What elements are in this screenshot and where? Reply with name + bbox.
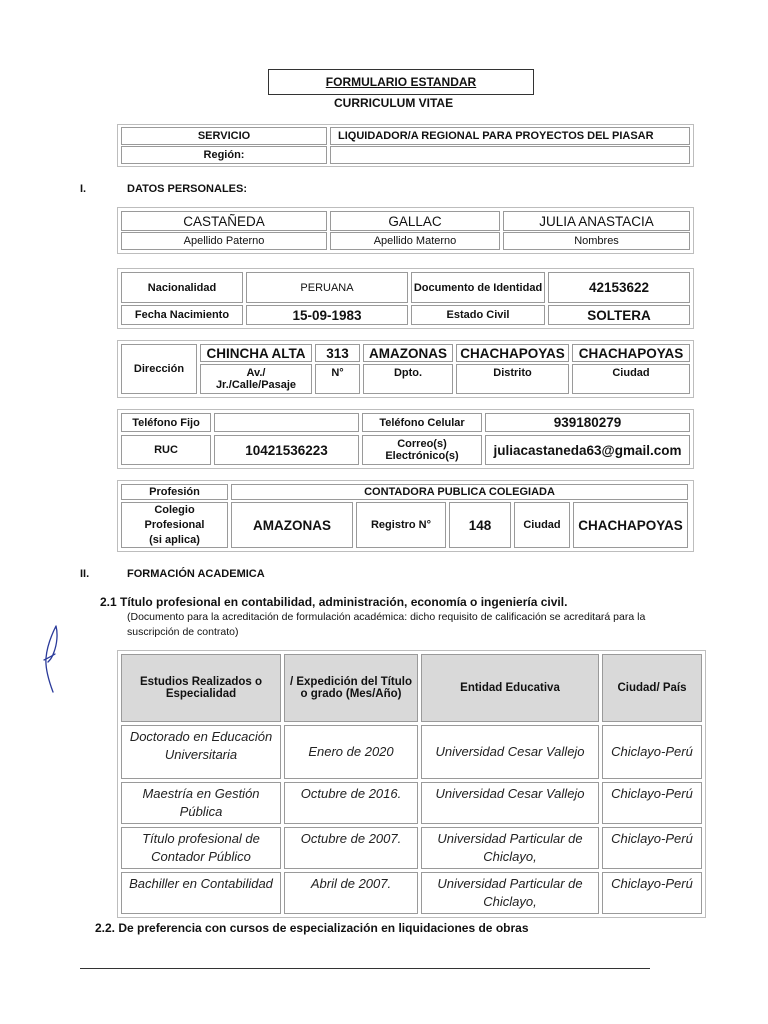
cell-ciudad: Chiclayo-Perú <box>602 782 702 824</box>
header-estudios: Estudios Realizados o Especialidad <box>121 654 281 722</box>
cell-estudios: Título profesional de Contador Público <box>121 827 281 869</box>
registro-value: 148 <box>449 502 511 548</box>
profesion-label: Profesión <box>121 484 228 500</box>
colegio-label: Colegio Profesional (si aplica) <box>121 502 228 548</box>
subsection-2-2: 2.2. De preferencia con cursos de especialización en liquidaciones de obras <box>95 921 529 935</box>
header-entidad: Entidad Educativa <box>421 654 599 722</box>
direccion-label: Dirección <box>121 344 197 394</box>
cell-entidad: Universidad Particular de Chiclayo, <box>421 872 599 914</box>
nacionalidad-label: Nacionalidad <box>121 272 243 303</box>
cell-ciudad: Chiclayo-Perú <box>602 872 702 914</box>
apellido-materno-label: Apellido Materno <box>330 232 500 250</box>
table-row <box>121 725 702 779</box>
cell-expedicion: Abril de 2007. <box>284 872 418 914</box>
section1-title: DATOS PERSONALES: <box>127 183 247 195</box>
telefono-fijo-label: Teléfono Fijo <box>121 413 211 432</box>
number-value: 313 <box>315 344 360 362</box>
telefono-celular-value: 939180279 <box>485 413 690 432</box>
fecha-nacimiento-label: Fecha Nacimiento <box>121 305 243 325</box>
apellido-materno-value: GALLAC <box>330 211 500 231</box>
header-ciudad-pais: Ciudad/ País <box>602 654 702 722</box>
region-value <box>330 146 690 164</box>
section1-number: I. <box>80 183 87 195</box>
documento-value: 42153622 <box>548 272 690 303</box>
service-label: SERVICIO <box>121 127 327 145</box>
apellido-paterno-value: CASTAÑEDA <box>121 211 327 231</box>
service-value: LIQUIDADOR/A REGIONAL PARA PROYECTOS DEL PIASAR <box>330 127 690 145</box>
cell-expedicion: Octubre de 2007. <box>284 827 418 869</box>
academic-header-row <box>121 654 702 722</box>
nombres-label: Nombres <box>503 232 690 250</box>
nombres-value: JULIA ANASTACIA <box>503 211 690 231</box>
documento-label: Documento de Identidad <box>411 272 545 303</box>
table-row <box>121 872 702 914</box>
street-value: CHINCHA ALTA <box>200 344 312 362</box>
fecha-nacimiento-value: 15-09-1983 <box>246 305 408 325</box>
subsection-2-1: 2.1 Título profesional en contabilidad, administración, economía o ingeniería civil. <box>100 595 568 609</box>
cell-entidad: Universidad Cesar Vallejo <box>421 782 599 824</box>
ciudad-value: CHACHAPOYAS <box>572 344 690 362</box>
section2-number: II. <box>80 568 90 580</box>
subsection-2-1-note: (Documento para la acreditación de formulación académica: dicho requisito de calificación se acreditará para la suscripción de contrato) <box>127 611 646 638</box>
dpto-value: AMAZONAS <box>363 344 453 362</box>
apellido-paterno-label: Apellido Paterno <box>121 232 327 250</box>
section2-title: FORMACIÓN ACADEMICA <box>127 568 265 580</box>
ruc-label: RUC <box>121 435 211 465</box>
signature-mark <box>38 620 68 700</box>
cell-ciudad: Chiclayo-Perú <box>602 827 702 869</box>
estado-civil-label: Estado Civil <box>411 305 545 325</box>
correo-label: Correo(s) Electrónico(s) <box>362 435 482 465</box>
distrito-label: Distrito <box>456 364 569 394</box>
cell-estudios: Maestría en Gestión Pública <box>121 782 281 824</box>
form-title: FORMULARIO ESTANDAR <box>268 69 534 95</box>
cell-estudios: Bachiller en Contabilidad <box>121 872 281 914</box>
bottom-rule <box>80 968 650 969</box>
table-row <box>121 827 702 869</box>
estado-civil-value: SOLTERA <box>548 305 690 325</box>
correo-value[interactable]: juliacastaneda63@gmail.com <box>485 435 690 465</box>
cell-expedicion: Enero de 2020 <box>284 725 418 779</box>
cell-ciudad: Chiclayo-Perú <box>602 725 702 779</box>
header-expedicion: / Expedición del Título o grado (Mes/Año) <box>284 654 418 722</box>
profesion-value: CONTADORA PUBLICA COLEGIADA <box>231 484 688 500</box>
cell-entidad: Universidad Particular de Chiclayo, <box>421 827 599 869</box>
ciudad-label: Ciudad <box>572 364 690 394</box>
street-label: Av./ Jr./Calle/Pasaje <box>200 364 312 394</box>
registro-label: Registro N° <box>356 502 446 548</box>
cell-expedicion: Octubre de 2016. <box>284 782 418 824</box>
nacionalidad-value: PERUANA <box>246 272 408 303</box>
cell-estudios: Doctorado en Educación Universitaria <box>121 725 281 779</box>
dpto-label: Dpto. <box>363 364 453 394</box>
ciudad-prof-value: CHACHAPOYAS <box>573 502 688 548</box>
form-subtitle: CURRICULUM VITAE <box>334 96 454 110</box>
telefono-celular-label: Teléfono Celular <box>362 413 482 432</box>
cell-entidad: Universidad Cesar Vallejo <box>421 725 599 779</box>
colegio-value: AMAZONAS <box>231 502 353 548</box>
number-label: N° <box>315 364 360 394</box>
distrito-value: CHACHAPOYAS <box>456 344 569 362</box>
table-row <box>121 782 702 824</box>
ruc-value: 10421536223 <box>214 435 359 465</box>
region-label: Región: <box>121 146 327 164</box>
academic-table <box>117 650 706 918</box>
telefono-fijo-value <box>214 413 359 432</box>
ciudad-prof-label: Ciudad <box>514 502 570 548</box>
